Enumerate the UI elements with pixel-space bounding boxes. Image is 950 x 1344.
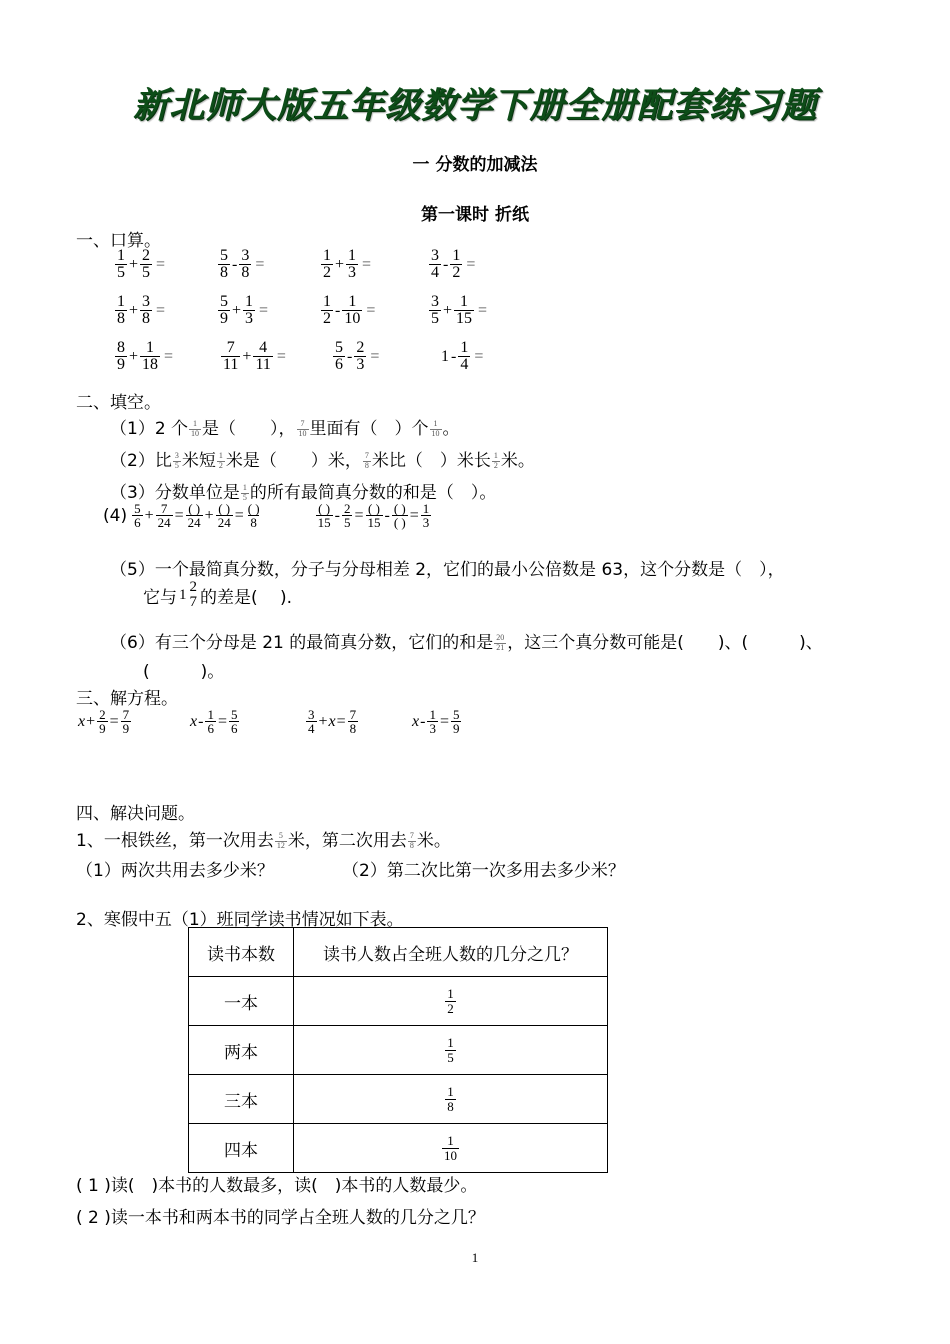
fraction-a: $\frac{5}{6}$ xyxy=(335,339,343,374)
q2-text-2: 米短 xyxy=(181,451,216,471)
q6-fraction: $\frac{20}{21}$ xyxy=(496,633,505,652)
equals-sign: = xyxy=(255,255,265,273)
q4-frac-e: $\frac{( )}{8}$ xyxy=(247,501,260,531)
equation-result: $\frac{7}{8}$ xyxy=(349,707,357,737)
q4-eq-4: = xyxy=(409,506,419,524)
lesson-title: 第一课时 折纸 xyxy=(421,205,529,225)
equation-fraction: $\frac{2}{9}$ xyxy=(99,707,106,737)
mental-math-item xyxy=(320,248,371,282)
fraction-b: $\frac{1}{15}$ xyxy=(456,293,473,328)
equals-sign: = xyxy=(259,301,269,319)
section-2-heading: 二、填空。 xyxy=(76,393,161,413)
operator: + xyxy=(242,347,252,365)
table-row xyxy=(189,1075,608,1124)
mental-math-item xyxy=(440,340,483,374)
operator: + xyxy=(129,255,139,273)
equals-sign: = xyxy=(109,712,119,730)
table-cell-fraction xyxy=(294,1075,608,1124)
equals-sign: = xyxy=(156,301,166,319)
q2-fraction-1: $\frac{3}{5}$ xyxy=(174,451,179,470)
whole-number: 1 xyxy=(441,347,449,365)
q4-frac-d: $\frac{( )}{24}$ xyxy=(217,501,231,531)
p1-text-1: 1、一根铁丝，第一次用去 xyxy=(76,831,274,851)
equation-item xyxy=(412,708,462,736)
q1-text-1: （1）2 个 xyxy=(110,419,189,439)
page-number: 1 xyxy=(471,1250,479,1265)
reading-table xyxy=(188,927,608,1173)
equation-result: $\frac{7}{9}$ xyxy=(122,707,130,737)
q2-text-1: （2）比 xyxy=(110,451,172,471)
table-row xyxy=(189,977,608,1026)
fraction-b: $\frac{1}{2}$ xyxy=(452,247,461,282)
fraction-b: $\frac{1}{3}$ xyxy=(348,247,357,282)
fraction-a: $\frac{1}{8}$ xyxy=(117,293,125,328)
mental-math-item xyxy=(428,248,475,282)
q3-text-2: 的所有最简真分数的和是（ ）。 xyxy=(249,483,497,503)
q4-frac-b: $\frac{7}{24}$ xyxy=(157,501,171,531)
equation-item xyxy=(305,708,359,736)
q5-whole: 1 xyxy=(179,586,187,603)
fraction-b: $\frac{1}{18}$ xyxy=(142,339,159,374)
problem-1-text xyxy=(76,826,451,851)
equation-item xyxy=(78,708,132,736)
q3-text-1: （3）分数单位是 xyxy=(110,483,240,503)
equals-sign: = xyxy=(362,255,372,273)
operator: + xyxy=(335,255,345,273)
equals-sign: = xyxy=(466,255,476,273)
fraction-b: $\frac{1}{10}$ xyxy=(344,293,361,328)
q6-text-1: （6）有三个分母是 21 的最简真分数，它们的和是 xyxy=(110,633,494,653)
q4-frac-g: $\frac{( )}{15}$ xyxy=(317,501,331,531)
equation-fraction-first: $\frac{3}{4}$ xyxy=(308,707,315,737)
section-4-heading: 四、解决问题。 xyxy=(76,804,195,824)
q4-frac-c: $\frac{( )}{24}$ xyxy=(187,501,201,531)
variable-x: x xyxy=(328,712,336,730)
q4-eq-1: = xyxy=(174,506,184,524)
fraction-b: $\frac{1}{4}$ xyxy=(460,339,469,374)
p1-text-3: 米。 xyxy=(416,831,451,851)
problem-1-question-1: （1）两次共用去多少米？ xyxy=(76,861,274,881)
table-cell-books: 三本 xyxy=(189,1075,294,1124)
variable-x: x xyxy=(190,712,198,730)
table-row xyxy=(189,1026,608,1075)
q4-eq-2: = xyxy=(234,506,244,524)
problem-2-question-1: ( 1 )读( )本书的人数最多，读( )本书的人数最少。 xyxy=(76,1176,478,1196)
q2-text-3: 米是（ ）米， xyxy=(225,451,362,471)
section-3-heading: 三、解方程。 xyxy=(76,689,178,709)
fraction-b: $\frac{3}{8}$ xyxy=(241,247,250,282)
table-fraction: $\frac{1}{8}$ xyxy=(447,1084,454,1114)
p1-fraction-1: $\frac{5}{12}$ xyxy=(276,831,285,850)
q2-fraction-2: $\frac{1}{2}$ xyxy=(218,451,223,470)
equals-sign: = xyxy=(439,712,449,730)
mental-math-item xyxy=(217,248,264,282)
problem-1-question-2: （2）第二次比第一次多用去多少米？ xyxy=(342,861,625,881)
q4-eq-3: = xyxy=(354,506,364,524)
equals-sign: = xyxy=(276,347,286,365)
q4-frac-k: $\frac{1}{3}$ xyxy=(422,501,430,531)
operator: + xyxy=(318,712,328,730)
p1-text-2: 米，第二次用去 xyxy=(287,831,407,851)
fill-question-6-line-1 xyxy=(110,628,823,653)
fill-question-2 xyxy=(110,446,535,471)
table-cell-fraction xyxy=(294,977,608,1026)
q4-op-3: - xyxy=(334,506,340,524)
mental-math-item xyxy=(217,294,268,328)
mental-math-item xyxy=(428,294,487,328)
table-cell-books: 两本 xyxy=(189,1026,294,1075)
fill-question-4 xyxy=(103,502,432,530)
q5-text-3: 的差是( ). xyxy=(200,587,293,608)
problem-2-question-2: ( 2 )读一本书和两本书的同学占全班人数的几分之几？ xyxy=(76,1208,485,1228)
q1-text-4: 。 xyxy=(442,419,460,439)
mental-math-item xyxy=(114,340,173,374)
operator: - xyxy=(443,255,449,273)
fraction-b: $\frac{4}{11}$ xyxy=(255,339,271,374)
table-fraction: $\frac{1}{10}$ xyxy=(444,1133,457,1163)
fill-question-6-line-2: ( )。 xyxy=(143,662,225,682)
equation-result: $\frac{5}{9}$ xyxy=(452,707,460,737)
equals-sign: = xyxy=(370,347,380,365)
fill-question-1 xyxy=(110,414,460,439)
equation-result: $\frac{5}{6}$ xyxy=(230,707,238,737)
equation-fraction: $\frac{1}{6}$ xyxy=(207,707,214,737)
q5-text-2: 它与 xyxy=(143,587,177,608)
equals-sign: = xyxy=(478,301,488,319)
fraction-a: $\frac{3}{4}$ xyxy=(431,247,439,282)
table-fraction: $\frac{1}{2}$ xyxy=(447,986,454,1016)
q1-fraction-3: $\frac{1}{10}$ xyxy=(431,419,440,438)
q2-fraction-3: $\frac{7}{8}$ xyxy=(364,451,369,470)
q4-frac-h: $\frac{2}{5}$ xyxy=(343,501,351,531)
fill-question-5-line-2 xyxy=(143,580,292,611)
q4-frac-j: $\frac{( )}{( )}$ xyxy=(393,501,406,531)
q4-op-4: - xyxy=(384,506,390,524)
section-1-heading: 一、口算。 xyxy=(76,231,161,251)
operator: - xyxy=(451,347,457,365)
p1-fraction-2: $\frac{7}{8}$ xyxy=(409,831,414,850)
unit-title: 一 分数的加减法 xyxy=(412,155,538,175)
table-header-fraction: 读书人数占全班人数的几分之几？ xyxy=(294,928,608,977)
operator: + xyxy=(232,301,242,319)
equation-item xyxy=(190,708,240,736)
equals-sign: = xyxy=(164,347,174,365)
q4-frac-i: $\frac{( )}{15}$ xyxy=(367,501,381,531)
fraction-a: $\frac{5}{8}$ xyxy=(220,247,228,282)
q1-text-2: 是（ ）， xyxy=(202,419,296,439)
q2-text-5: 米。 xyxy=(500,451,535,471)
fraction-a: $\frac{7}{11}$ xyxy=(223,339,239,374)
table-cell-fraction xyxy=(294,1124,608,1173)
q1-text-3: 里面有（ ）个 xyxy=(309,419,429,439)
operator: - xyxy=(198,712,204,730)
table-cell-books: 四本 xyxy=(189,1124,294,1173)
operator: - xyxy=(420,712,426,730)
mental-math-item xyxy=(114,294,165,328)
q4-op-1: + xyxy=(144,506,154,524)
fraction-b: $\frac{3}{8}$ xyxy=(142,293,151,328)
mental-math-item xyxy=(220,340,286,374)
operator: - xyxy=(232,255,238,273)
equals-sign: = xyxy=(336,712,346,730)
fraction-b: $\frac{2}{5}$ xyxy=(142,247,151,282)
page-title: 新北师大版五年级数学下册全册配套练习题 xyxy=(132,86,817,126)
mental-math-item xyxy=(320,294,375,328)
q1-fraction-1: $\frac{1}{10}$ xyxy=(191,419,200,438)
fraction-a: $\frac{1}{2}$ xyxy=(323,247,331,282)
operator: + xyxy=(129,347,139,365)
q2-text-4: 米比（ ）米长 xyxy=(371,451,491,471)
operator: + xyxy=(443,301,453,319)
fraction-a: $\frac{5}{9}$ xyxy=(220,293,228,328)
table-cell-books: 一本 xyxy=(189,977,294,1026)
problem-2-intro: 2、寒假中五（1）班同学读书情况如下表。 xyxy=(76,910,404,930)
equation-fraction: $\frac{1}{3}$ xyxy=(429,707,436,737)
equals-sign: = xyxy=(156,255,166,273)
variable-x: x xyxy=(78,712,86,730)
table-header-books: 读书本数 xyxy=(189,928,294,977)
operator: - xyxy=(335,301,341,319)
q2-fraction-4: $\frac{1}{2}$ xyxy=(493,451,498,470)
table-fraction: $\frac{1}{5}$ xyxy=(447,1035,454,1065)
mental-math-item xyxy=(114,248,165,282)
fraction-b: $\frac{2}{3}$ xyxy=(356,339,365,374)
equals-sign: = xyxy=(366,301,376,319)
q4-label: (4) xyxy=(103,505,128,526)
fill-question-3 xyxy=(110,478,496,503)
operator: + xyxy=(86,712,96,730)
q5-fraction: 2 7 xyxy=(189,579,197,611)
fill-question-5-line-1: （5）一个最简真分数，分子与分母相差 2，它们的最小公倍数是 63，这个分数是（ ）， xyxy=(110,560,785,580)
fraction-a: $\frac{1}{2}$ xyxy=(323,293,331,328)
q4-frac-a: $\frac{5}{6}$ xyxy=(134,501,141,531)
fraction-a: $\frac{3}{5}$ xyxy=(431,293,439,328)
mental-math-item xyxy=(332,340,379,374)
operator: + xyxy=(129,301,139,319)
fraction-a: $\frac{8}{9}$ xyxy=(117,339,125,374)
table-header-row xyxy=(189,928,608,977)
fraction-b: $\frac{1}{3}$ xyxy=(245,293,254,328)
q1-fraction-2: $\frac{7}{10}$ xyxy=(298,419,307,438)
fraction-a: $\frac{1}{5}$ xyxy=(117,247,125,282)
q3-fraction-1: $\frac{1}{5}$ xyxy=(242,483,247,502)
equals-sign: = xyxy=(217,712,227,730)
equals-sign: = xyxy=(474,347,484,365)
q4-op-2: + xyxy=(204,506,214,524)
operator: - xyxy=(347,347,353,365)
table-row xyxy=(189,1124,608,1173)
variable-x: x xyxy=(412,712,420,730)
table-cell-fraction xyxy=(294,1026,608,1075)
q6-text-2: ，这三个真分数可能是( )、( )、 xyxy=(507,633,823,653)
